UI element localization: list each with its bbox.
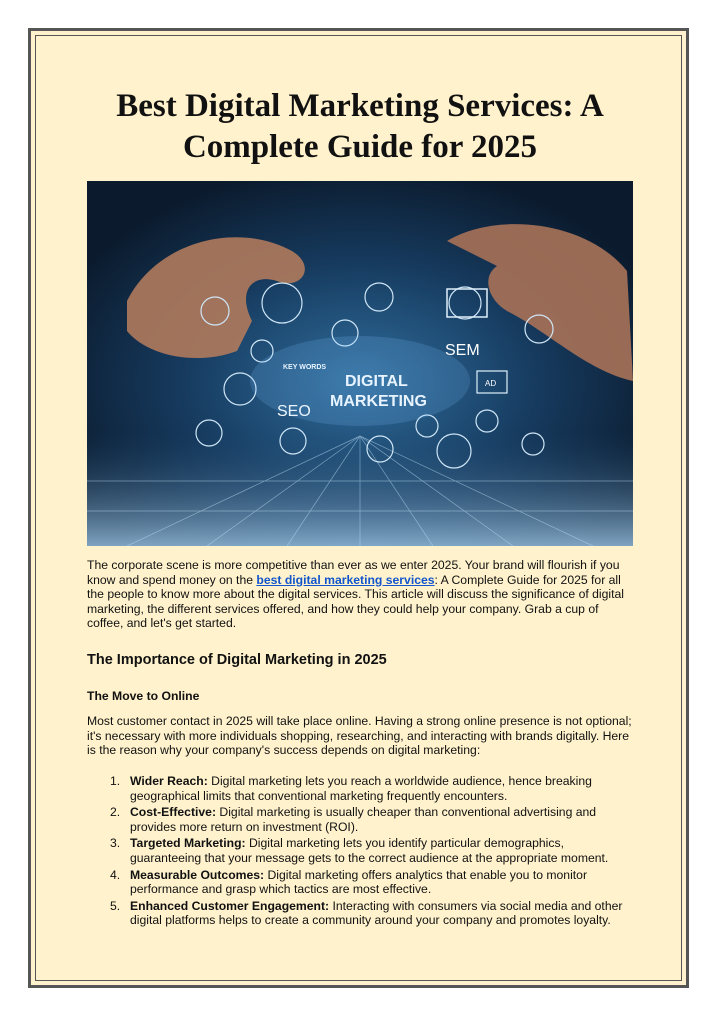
list-item-number: 1.	[110, 774, 121, 788]
list-item-text: Digital marketing lets you reach a worldwide audience, hence breaking geographical limits that conventional marketing frequently encounters.	[130, 774, 592, 803]
list-item-text: Digital marketing is usually cheaper than conventional advertising and provides more return on investment (ROI).	[130, 805, 597, 834]
section-heading: The Importance of Digital Marketing in 2025	[87, 652, 387, 668]
list-item-text: Interacting with consumers via social media and other digital platforms helps to create a community around your company and promotes loyalty.	[130, 898, 623, 928]
intro-text-before-link: The corporate scene is more competitive than ever as we enter 2025. Your brand will flourish if you know and spend money on the	[87, 558, 620, 587]
list-item-number: 2.	[110, 805, 121, 820]
section-subheading: The Move to Online	[87, 689, 200, 703]
intro-text-after-link: : A Complete Guide for 2025 for all the people to know more about the digital services. This article will discuss the significance of digital marketing, the different services offered, and how they could help your company. Grab a cup of coffee, and let's get started.	[87, 572, 624, 631]
list-item-label: Enhanced Customer Engagement:	[130, 898, 330, 913]
hero-label-sem: SEM	[445, 342, 480, 359]
hero-label-digital: DIGITAL	[345, 373, 408, 390]
benefits-list	[87, 774, 635, 930]
list-item-label: Measurable Outcomes:	[130, 867, 265, 882]
list-item	[87, 836, 635, 865]
intro-paragraph	[87, 558, 635, 631]
best-digital-marketing-services-link[interactable]: best digital marketing services	[256, 572, 435, 587]
list-item-text: Digital marketing lets you identify particular demographics, guaranteeing that your message gets to the correct audience at the appropriate moment.	[130, 836, 609, 865]
list-item	[87, 774, 635, 803]
hero-label-ad: AD	[485, 379, 497, 388]
list-item-number: 3.	[110, 836, 121, 851]
list-item-number: 5.	[110, 898, 121, 913]
list-item-label: Cost-Effective:	[130, 805, 217, 820]
list-item-label: Wider Reach:	[130, 774, 208, 788]
list-item	[87, 899, 635, 928]
section-paragraph: Most customer contact in 2025 will take place online. Having a strong online presence is not optional; it's necessary with more individuals shopping, researching, and interacting with brands digitally. Here is the reason why your company's success depends on digital marketing:	[87, 714, 632, 758]
list-item	[87, 805, 635, 834]
hero-label-marketing: MARKETING	[330, 393, 427, 410]
list-item-label: Targeted Marketing:	[130, 836, 246, 851]
document-title: Best Digital Marketing Services: A Complete Guide for 2025	[116, 88, 604, 165]
list-item-number: 4.	[110, 867, 121, 882]
list-item	[87, 868, 635, 897]
hero-image	[87, 181, 633, 546]
list-item-text: Digital marketing offers analytics that enable you to monitor performance and grasp which tactics are most effective.	[130, 867, 588, 897]
hero-label-keywords: KEY WORDS	[283, 364, 327, 371]
hero-label-seo: SEO	[277, 403, 311, 420]
